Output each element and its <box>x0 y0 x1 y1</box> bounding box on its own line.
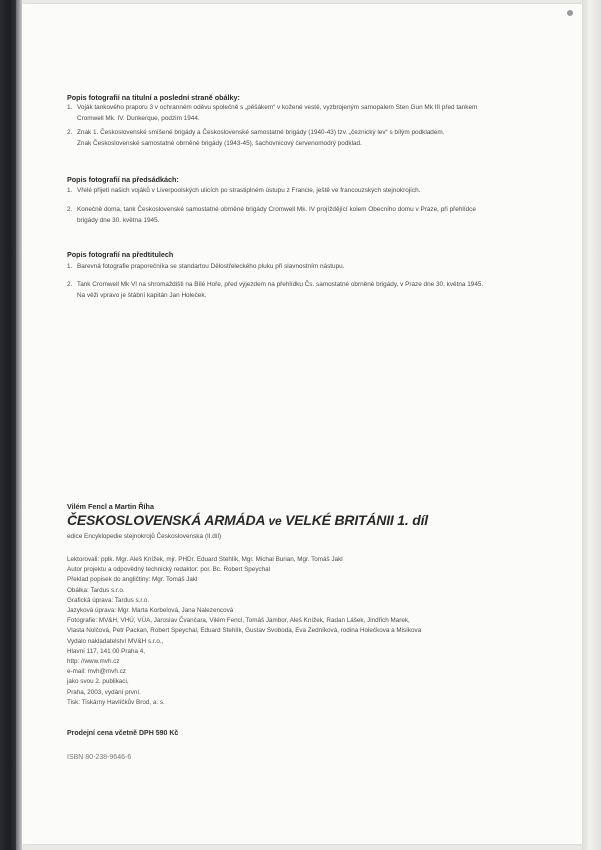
book-title-main: ČESKOSLOVENSKÁ ARMÁDA <box>67 512 265 528</box>
caption-item <box>67 262 557 273</box>
credit-line: http: //www.mvh.cz <box>67 658 120 666</box>
caption-item <box>67 205 557 226</box>
credit-line: e-mail: mvh@mvh.cz <box>67 668 126 676</box>
credit-line: Vydalo nakladatelství MV&H s.r.o., <box>67 637 164 645</box>
page-corner-mark <box>567 10 573 16</box>
credit-line: jako svou 2. publikaci, <box>67 678 129 686</box>
credit-line: Autor projektu a odpovědný technický redaktor: por. Bc. Robert Speychal <box>67 566 271 574</box>
caption-item <box>67 103 557 124</box>
edition-line: edice Encyklopedie stejnokrojů Československa (II.díl) <box>67 533 222 540</box>
book-title-ve: ve <box>268 514 282 528</box>
credit-line: Tisk: Tiskárny Havlíčkův Brod, a. s. <box>67 698 165 706</box>
caption-number: 1. <box>67 104 73 111</box>
credit-line: Grafická úprava: Tardus s.r.o. <box>67 596 150 604</box>
caption-line: Znak 1. Československé smíšené brigády a Československé samostatné brigády (1940-43) tzv. „čeznický lev“ s bílým podkladem. <box>77 129 445 136</box>
section-title-halftitles: Popis fotografií na předtitulech <box>67 250 174 259</box>
caption-line: Tank Cromwell Mk VI na shromaždišti na Bílé Hoře, před výjezdem na přehlídku Čs. samostatné obrněné brigády, v Praze dne 30. května 1945. <box>77 281 484 288</box>
caption-item <box>67 186 557 197</box>
caption-line: Konečně doma, tank Československé samostatné obrněné brigády Cromwell Mk. IV projíždějící kolem Obecního domu v Praze, při přehlídce <box>77 206 476 213</box>
price: Prodejní cena včetně DPH 590 Kč <box>67 730 179 737</box>
book-binding <box>0 0 16 850</box>
caption-line: Cromwell Mk. IV. Dunkerque, podzim 1944. <box>77 114 200 122</box>
book-title-end: VELKÉ BRITÁNII 1. díl <box>285 512 428 528</box>
credit-line: Vlasta Nolčová, Petr Packan, Robert Speychal, Eduard Stehlík, Gustav Svoboda, Eva Zedníková, rodina Holečkova a Misíkova <box>67 627 422 635</box>
credit-line: Hlavní 117, 141 00 Praha 4, <box>67 647 145 655</box>
section-title-endpapers: Popis fotografií na předsádkách: <box>67 175 179 184</box>
caption-line: Na věži vpravo je štábní kapitán Jan Holeček. <box>77 291 207 299</box>
credit-line: Obálka: Tardus s.r.o. <box>67 586 125 594</box>
credit-line: Fotografie: MV&H, VHÚ, VÚA, Jaroslav Čvančara, Vilém Fencl, Tomáš Jambor, Aleš Knížek, Radan Lášek, Jindřich Marek, <box>67 617 410 625</box>
caption-item <box>67 280 557 301</box>
caption-number: 2. <box>67 281 73 288</box>
caption-item <box>67 128 557 149</box>
credit-line: Jazyková úprava: Mgr. Marta Korbelová, Jana Nalezencová <box>67 607 234 615</box>
credit-line: Praha, 2003, vydání první. <box>67 688 141 696</box>
book-title <box>67 512 428 528</box>
credits-block <box>67 555 421 708</box>
credit-line: Lektorovali: pplk. Mgr. Aleš Knížek, mjr. PHDr. Eduard Stehlík, Mgr. Michal Burian, Mgr. Tomáš Jakl <box>67 556 343 563</box>
caption-number: 2. <box>67 206 73 213</box>
caption-line: Barevná fotografie praporečníka se standartou Dělostřeleckého pluku při slavnostním nástupu. <box>77 263 345 270</box>
page-right-edge <box>582 0 601 850</box>
isbn: ISBN 80-238-9646-6 <box>67 754 132 761</box>
caption-number: 1. <box>67 263 73 270</box>
caption-line: Znak Československé samostatné obrněné brigády (1943-45), šachovnicový červenomodrý podklad. <box>77 139 362 147</box>
caption-number: 2. <box>67 129 73 136</box>
credit-line: Překlad popisek do angličtiny: Mgr. Tomáš Jakl <box>67 576 198 584</box>
authors: Vilém Fencl a Martin Říha <box>67 502 154 511</box>
caption-line: Vřelé přijetí našich vojáků v Liverpoolských ulicích po strastiplném ústupu z Francie, ještě ve francouzských stejnokrojích. <box>77 187 421 194</box>
caption-number: 1. <box>67 187 73 194</box>
caption-line: brigády dne 30. května 1945. <box>77 216 160 224</box>
caption-line: Voják tankového praporu 3 v ochranném oděvu společně s „pěšákem“ v kožené vestě, vyzbrojeným samopalem Sten Gun Mk III před tankem <box>77 104 478 111</box>
section-title-cover: Popis fotografií na titulní a poslední straně obálky: <box>67 93 240 102</box>
